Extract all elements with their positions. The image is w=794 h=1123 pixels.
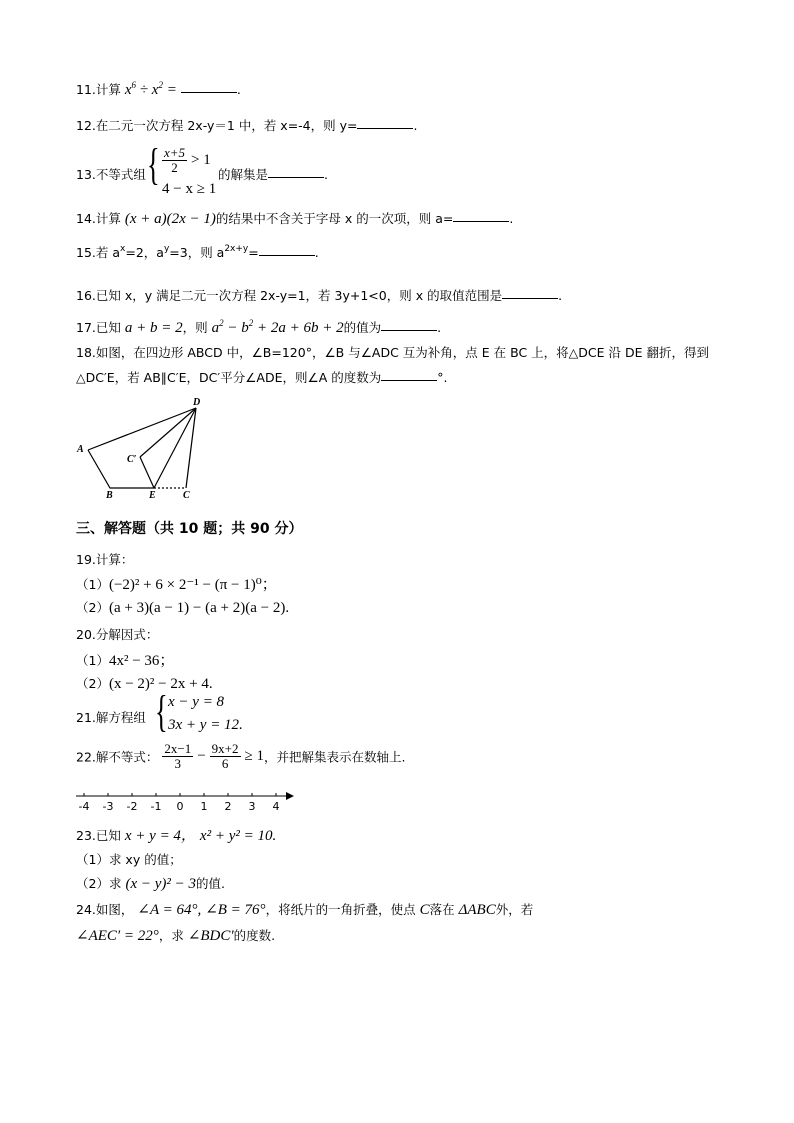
question-20-title: 20.分解因式： bbox=[76, 627, 159, 642]
question-12: 12.在二元一次方程 2x-y＝1 中，若 x=-4，则 y= . bbox=[76, 118, 418, 133]
tick-label: -4 bbox=[78, 800, 90, 813]
segment-C1E bbox=[140, 457, 154, 488]
number-line bbox=[74, 788, 299, 814]
segment-DC bbox=[186, 408, 196, 488]
q13-row2: 4 − x ≥ 1 bbox=[162, 181, 217, 197]
segment-DC1 bbox=[140, 408, 196, 457]
q11-expression: $x^6 \div x^2$ = bbox=[124, 80, 177, 98]
quadrilateral-figure bbox=[72, 394, 212, 504]
label-A: A bbox=[77, 444, 84, 455]
question-16: 16.已知 x，y 满足二元一次方程 2x-y=1，若 3y+1<0，则 x 的取值范围是 . bbox=[76, 288, 563, 303]
question-15: 15.若 $a^x=2$，$a^y=3$，则 $a^{2x+y}=$ . bbox=[76, 244, 319, 260]
question-23: 23.已知 x + y = 4， x² + y² = 10. bbox=[76, 828, 277, 844]
segment-AD bbox=[88, 408, 196, 450]
question-11: 11.计算 $x^6 \div x^2$ = . bbox=[76, 80, 241, 98]
question-19-part1: （1）(−2)² + 6 × 2⁻¹ − (π − 1)⁰； bbox=[76, 577, 277, 593]
tick-label: -2 bbox=[126, 800, 138, 813]
q17-condition: a + b = 2 bbox=[124, 320, 183, 336]
label-C-prime: C′ bbox=[127, 454, 137, 465]
q13-row1: $\frac{x+5}{2}$ > 1 bbox=[164, 145, 211, 175]
label-E: E bbox=[149, 490, 156, 501]
answer-blank[interactable] bbox=[453, 220, 509, 222]
question-17: 17.已知 a + b = 2，则 $a^2 - b^2 + 2a + 6b + 2$的值为 . bbox=[76, 318, 442, 336]
label-C: C bbox=[183, 490, 190, 501]
question-19-part2: （2）(a + 3)(a − 1) − (a + 2)(a − 2). bbox=[76, 600, 290, 616]
question-24-line1: 24.如图， ∠A = 64°, ∠B = 76°，将纸片的一角折叠，使点 C落在 ΔABC外，若 bbox=[76, 902, 534, 918]
tick-label: -1 bbox=[150, 800, 162, 813]
tick-label: 4 bbox=[272, 800, 280, 813]
tick-label: -3 bbox=[102, 800, 114, 813]
answer-blank[interactable] bbox=[268, 176, 324, 178]
question-23-part1: （1）求 xy 的值； bbox=[76, 852, 182, 867]
answer-blank[interactable] bbox=[181, 91, 237, 93]
segment-DE bbox=[154, 408, 196, 488]
tick-label: 0 bbox=[176, 800, 184, 813]
tick-label: 2 bbox=[224, 800, 232, 813]
section-heading: 三、解答题（共 10 题；共 90 分） bbox=[76, 521, 303, 537]
tick-label: 1 bbox=[200, 800, 208, 813]
question-24-line2: ∠AEC′ = 22°，求 ∠BDC′的度数. bbox=[76, 928, 276, 944]
answer-blank[interactable] bbox=[259, 254, 315, 256]
q14-expression: (x + a)(2x − 1) bbox=[124, 211, 216, 227]
question-22: 22.解不等式： $\frac{2x-1}{3}$ − $\frac{9x+2}{6}$ ≥ 1，并把解集表示在数轴上. bbox=[76, 741, 406, 771]
outline-path bbox=[88, 450, 154, 488]
question-14: 14.计算 (x + a)(2x − 1)的结果中不含关于字母 x 的一次项，则 a= . bbox=[76, 211, 514, 227]
question-19-title: 19.计算： bbox=[76, 552, 134, 567]
answer-blank[interactable] bbox=[381, 379, 437, 381]
question-20-part2: （2）(x − 2)² − 2x + 4. bbox=[76, 676, 213, 692]
answer-blank[interactable] bbox=[381, 329, 437, 331]
brace-icon: { bbox=[147, 140, 160, 189]
label-D: D bbox=[193, 397, 201, 408]
question-23-part2: （2）求 (x − y)² − 3的值. bbox=[76, 876, 225, 892]
answer-blank[interactable] bbox=[357, 127, 413, 129]
arrow-icon bbox=[286, 792, 294, 800]
brace-icon: { bbox=[155, 687, 168, 736]
tick-label: 3 bbox=[248, 800, 256, 813]
question-20-part1: （1）4x² − 36； bbox=[76, 653, 175, 669]
answer-blank[interactable] bbox=[502, 297, 558, 299]
label-B: B bbox=[106, 490, 113, 501]
q17-expression: $a^2 - b^2 + 2a + 6b + 2$ bbox=[211, 318, 344, 336]
